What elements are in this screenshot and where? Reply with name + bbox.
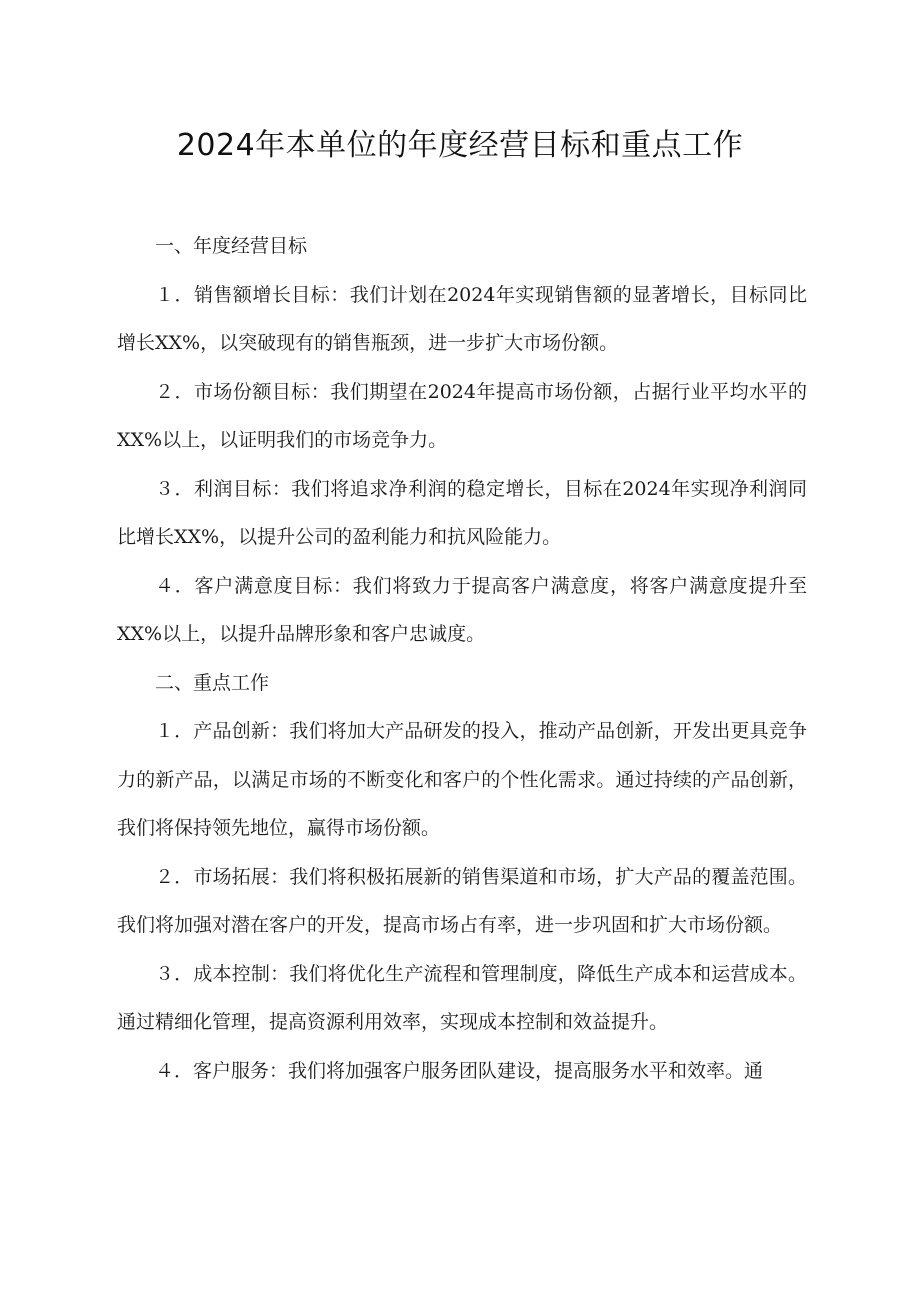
section-heading-key-work: 二、重点工作 (155, 671, 270, 694)
paragraph-sales-goal: １．销售额增长目标：我们计划在2024年实现销售额的显著增长，目标同比增长XX%，以突破现有的销售瓶颈，进一步扩大市场份额。 (117, 283, 807, 354)
paragraph-product-innovation: １．产品创新：我们将加大产品研发的投入，推动产品创新，开发出更具竞争力的新产品，以满足市场的不断变化和客户的个性化需求。通过持续的产品创新，我们将保持领先地位，赢得市场份额。 (117, 720, 807, 839)
paragraph-market-share-goal: ２．市场份额目标：我们期望在2024年提高市场份额，占据行业平均水平的XX%以上，以证明我们的市场竞争力。 (117, 380, 807, 451)
paragraph-profit-goal: ３．利润目标：我们将追求净利润的稳定增长，目标在2024年实现净利润同比增长XX%，以提升公司的盈利能力和抗风险能力。 (117, 477, 807, 548)
paragraph-customer-service: ４．客户服务：我们将加强客户服务团队建设，提高服务水平和效率。通 (155, 1059, 764, 1082)
paragraph-satisfaction-goal: ４．客户满意度目标：我们将致力于提高客户满意度，将客户满意度提升至XX%以上，以提升品牌形象和客户忠诚度。 (117, 574, 807, 645)
paragraph-market-expansion: ２．市场拓展：我们将积极拓展新的销售渠道和市场，扩大产品的覆盖范围。我们将加强对潜在客户的开发，提高市场占有率，进一步巩固和扩大市场份额。 (117, 865, 807, 936)
document-body (117, 222, 807, 1095)
section-heading-goals: 一、年度经营目标 (155, 235, 308, 257)
document-title: 2024年本单位的年度经营目标和重点工作 (176, 128, 744, 163)
paragraph-cost-control: ３．成本控制：我们将优化生产流程和管理制度，降低生产成本和运营成本。通过精细化管理，提高资源利用效率，实现成本控制和效益提升。 (117, 962, 807, 1033)
